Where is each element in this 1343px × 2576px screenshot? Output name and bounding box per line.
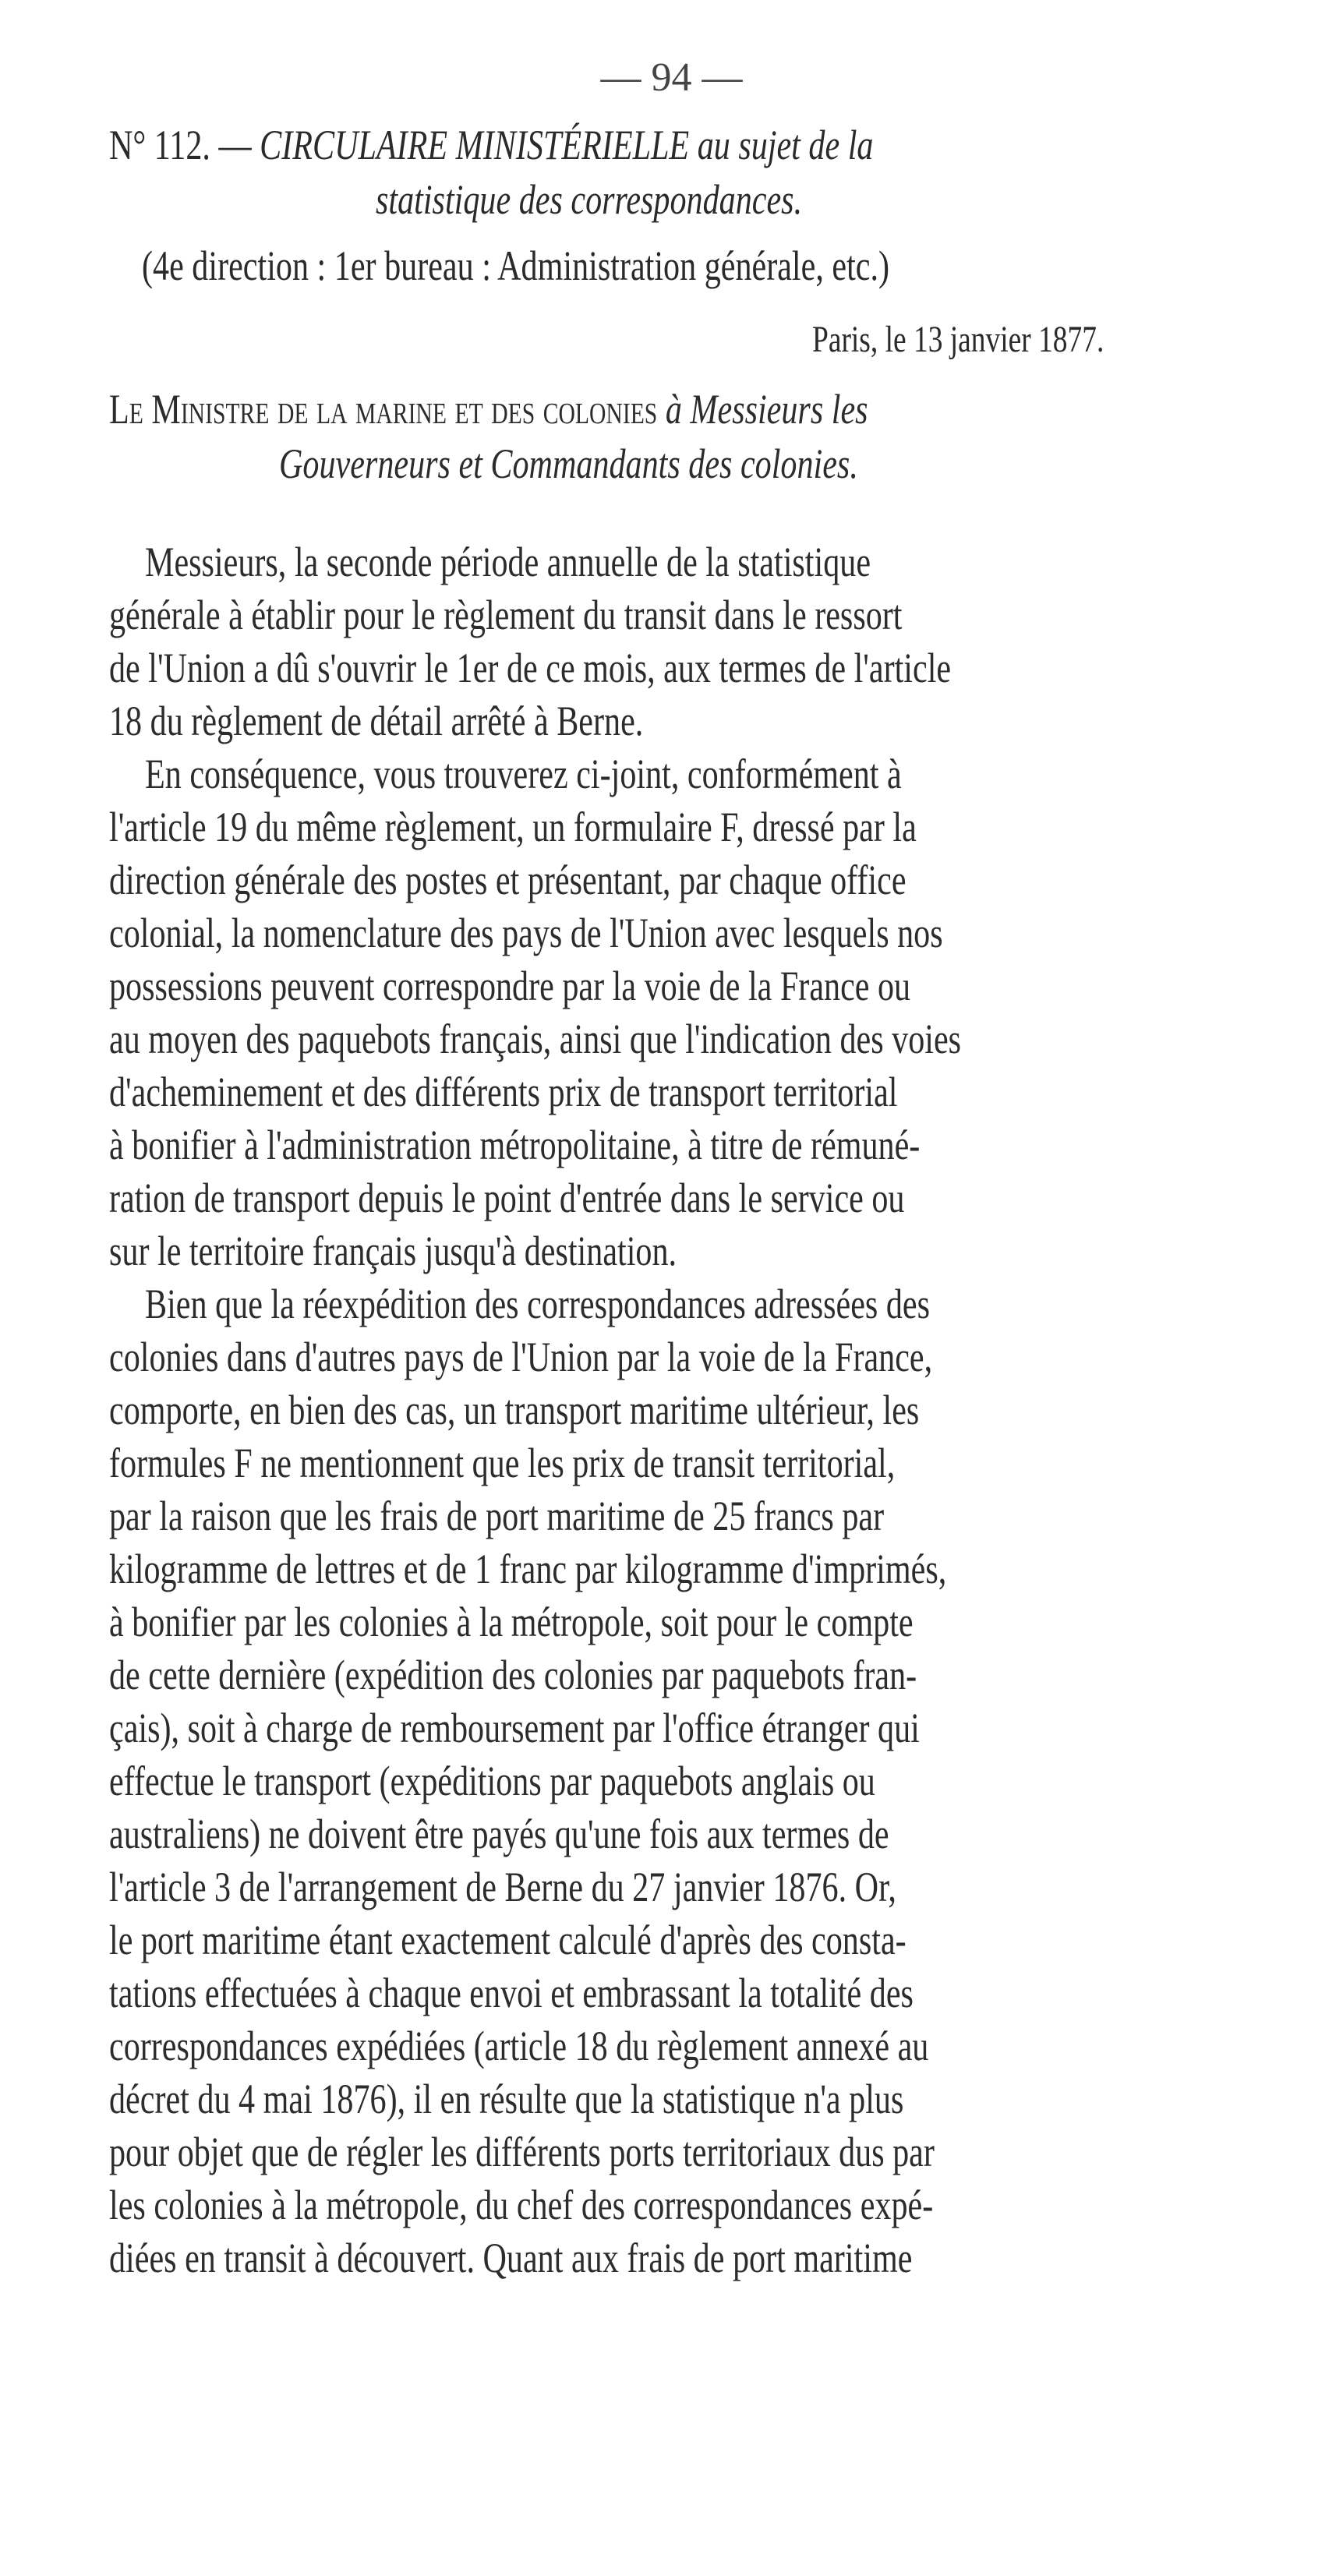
text-line: 18 du règlement de détail arrêté à Berne. — [109, 698, 644, 744]
letter-date: Paris, le 13 janvier 1877. — [812, 319, 1104, 360]
addressee-minister: Le Ministre de la marine et des colonies — [109, 386, 658, 433]
text-line: décret du 4 mai 1876), il en résulte que la statistique n'a plus — [109, 2076, 904, 2122]
text-line: formules F ne mentionnent que les prix de transit territorial, — [109, 1440, 896, 1486]
circular-title-line2-row — [376, 175, 922, 224]
text-line: d'acheminement et des différents prix de transport territorial — [109, 1069, 898, 1115]
text-line: sur le territoire français jusqu'à destination. — [109, 1228, 677, 1274]
text-line: le port maritime étant exactement calculé d'après des consta- — [109, 1917, 907, 1963]
text-line: au moyen des paquebots français, ainsi que l'indication des voies — [109, 1016, 962, 1062]
text-line: correspondances expédiées (article 18 du règlement annexé au — [109, 2023, 929, 2069]
text-line: çais), soit à charge de remboursement par l'office étranger qui — [109, 1705, 920, 1751]
text-line: kilogramme de lettres et de 1 franc par kilogramme d'imprimés, — [109, 1546, 947, 1592]
text-line: diées en transit à découvert. Quant aux frais de port maritime — [109, 2235, 913, 2281]
text-line: effectue le transport (expéditions par paquebots anglais ou — [109, 1758, 875, 1804]
text-line: tations effectuées à chaque envoi et embrassant la totalité des — [109, 1970, 914, 2016]
direction-row — [142, 242, 1101, 290]
addressee-recipients-part1: à Messieurs les — [665, 386, 868, 433]
text-line: générale à établir pour le règlement du transit dans le ressort — [109, 592, 903, 638]
text-line: comporte, en bien des cas, un transport maritime ultérieur, les — [109, 1387, 920, 1433]
text-line: pour objet que de régler les différents ports territoriaux dus par — [109, 2129, 935, 2175]
text-line: de cette dernière (expédition des colonies par paquebots fran- — [109, 1652, 917, 1698]
text-line: à bonifier par les colonies à la métropole, soit pour le compte — [109, 1599, 914, 1645]
page-number: — 94 — — [600, 55, 743, 100]
circular-title-line1: CIRCULAIRE MINISTÉRIELLE au sujet de la — [260, 122, 874, 168]
circular-title-line2: statistique des correspondances. — [376, 176, 803, 223]
text-line: Messieurs, la seconde période annuelle de la statistique — [145, 539, 871, 585]
text-line: l'article 19 du même règlement, un formulaire F, dressé par la — [109, 804, 917, 850]
circular-heading — [109, 121, 1089, 169]
text-line: les colonies à la métropole, du chef des correspondances expé- — [109, 2182, 934, 2228]
text-line: possessions peuvent correspondre par la voie de la France ou — [109, 963, 911, 1009]
text-line: colonial, la nomenclature des pays de l'Union avec lesquels nos — [109, 910, 943, 956]
text-line: australiens) ne doivent être payés qu'une fois aux termes de — [109, 1811, 889, 1857]
text-line: l'article 3 de l'arrangement de Berne du 27 janvier 1876. Or, — [109, 1864, 896, 1910]
circular-number: N° 112. — — [109, 122, 252, 168]
text-line: En conséquence, vous trouverez ci-joint, conformément à — [145, 751, 902, 797]
direction-text: (4e direction : 1er bureau : Administration générale, etc.) — [142, 242, 890, 289]
text-line: de l'Union a dû s'ouvrir le 1er de ce mois, aux termes de l'article — [109, 645, 952, 691]
text-line: par la raison que les frais de port maritime de 25 francs par — [109, 1493, 885, 1539]
addressee-line1 — [109, 385, 1082, 433]
text-line: à bonifier à l'administration métropolitaine, à titre de rémuné- — [109, 1122, 921, 1168]
text-line: Bien que la réexpédition des correspondances adressées des — [145, 1281, 931, 1327]
text-line: direction générale des postes et présentant, par chaque office — [109, 857, 907, 903]
addressee-recipients-part2: Gouverneurs et Commandants des colonies. — [279, 440, 858, 487]
date-row — [812, 318, 1186, 361]
text-line: colonies dans d'autres pays de l'Union par la voie de la France, — [109, 1334, 933, 1380]
addressee-line2 — [279, 440, 1021, 488]
text-line: ration de transport depuis le point d'entrée dans le service ou — [109, 1175, 905, 1221]
